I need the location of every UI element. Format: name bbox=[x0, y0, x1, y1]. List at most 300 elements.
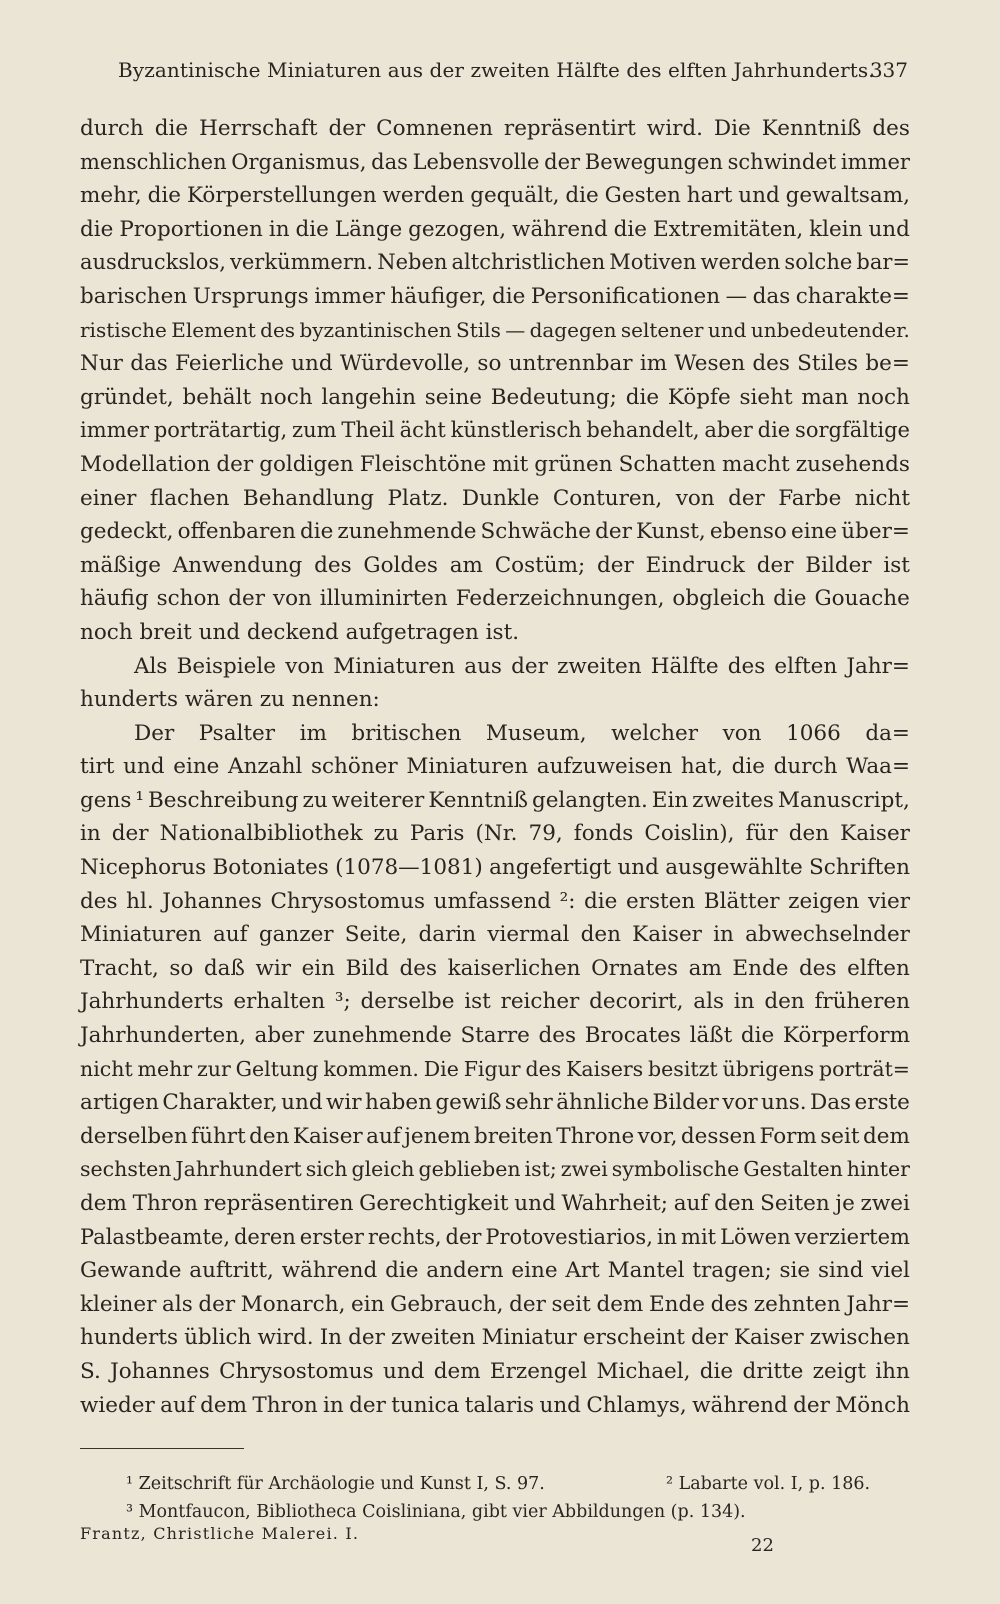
word: Jahrhunderts bbox=[80, 989, 224, 1015]
word: Gesten bbox=[604, 183, 681, 209]
word: der bbox=[595, 519, 632, 545]
word: hl. bbox=[126, 888, 154, 914]
word: Die bbox=[713, 116, 751, 141]
text-line bbox=[80, 817, 910, 851]
word: Art bbox=[565, 1258, 600, 1284]
word: für bbox=[745, 821, 778, 847]
word: byzantinischen bbox=[299, 317, 452, 342]
word: Der bbox=[134, 720, 175, 746]
word: Starre bbox=[460, 1023, 530, 1049]
text-line bbox=[80, 1389, 910, 1423]
word: des bbox=[399, 955, 437, 981]
word: Personificationen bbox=[530, 283, 721, 309]
word: ist bbox=[464, 989, 491, 1015]
word: zunehmende bbox=[312, 1023, 452, 1049]
word: die bbox=[295, 216, 329, 242]
word: Gebrauch, bbox=[390, 1291, 504, 1317]
word: Theil bbox=[341, 418, 395, 443]
word: Kunst, bbox=[635, 519, 706, 545]
word: Conturen, bbox=[552, 485, 663, 511]
word: repräsentirt bbox=[503, 116, 636, 141]
word: da= bbox=[865, 720, 910, 746]
word: zum bbox=[292, 418, 337, 443]
word: wird. bbox=[257, 1325, 314, 1351]
word: Löwen bbox=[720, 1224, 791, 1249]
word: Neben bbox=[377, 250, 448, 275]
word: Platz. bbox=[387, 485, 449, 511]
word: seine bbox=[424, 384, 482, 410]
text-line bbox=[80, 1355, 910, 1389]
text-line bbox=[80, 582, 910, 616]
word: Wahrheit; bbox=[561, 1191, 668, 1216]
word: sehr bbox=[504, 1090, 553, 1116]
word: schwindet bbox=[727, 149, 837, 174]
word: besitzt bbox=[648, 1056, 718, 1081]
word: die bbox=[757, 418, 791, 443]
word: decorirt, bbox=[589, 989, 684, 1015]
body-text bbox=[80, 112, 910, 1422]
word: dem bbox=[80, 1191, 127, 1216]
word: Eindruck bbox=[645, 552, 745, 578]
word: Ende bbox=[648, 1291, 705, 1317]
word: dessen bbox=[680, 1123, 757, 1149]
word: symbolische bbox=[611, 1157, 740, 1182]
word: Hälfte bbox=[650, 653, 719, 679]
text-line bbox=[80, 347, 910, 381]
word: der bbox=[509, 1291, 546, 1317]
word: zu bbox=[302, 787, 328, 813]
word: als bbox=[693, 989, 725, 1015]
word: zeigen bbox=[788, 888, 860, 914]
word: hinter bbox=[846, 1157, 910, 1182]
word: immer bbox=[840, 149, 910, 174]
word: sechsten bbox=[80, 1157, 172, 1182]
word: daß bbox=[203, 955, 245, 981]
word: Bild bbox=[345, 955, 389, 981]
word: Bedeutung; bbox=[490, 384, 617, 410]
text-line bbox=[80, 918, 910, 952]
text-line bbox=[80, 1086, 910, 1120]
word: ²: bbox=[559, 888, 576, 914]
text-line: hunderts wären zu nennen: bbox=[80, 687, 380, 713]
word: Museum, bbox=[485, 720, 587, 746]
word: den bbox=[788, 821, 830, 847]
word: in bbox=[80, 821, 101, 847]
word: Wesen bbox=[674, 351, 746, 377]
text-line bbox=[80, 146, 910, 180]
word: am bbox=[688, 955, 722, 981]
word: ein bbox=[301, 955, 336, 981]
word: langehin bbox=[321, 384, 416, 410]
word: die bbox=[80, 216, 114, 242]
word: hunderts bbox=[80, 1325, 178, 1351]
running-title: Byzantinische Miniaturen aus der zweiten Hälfte des elften Jahrhunderts. bbox=[118, 58, 875, 82]
word: des bbox=[314, 552, 352, 578]
word: zehnten bbox=[753, 1291, 841, 1317]
word: vor bbox=[722, 1090, 758, 1116]
word: Körperform bbox=[782, 1023, 910, 1049]
word: Erzengel bbox=[489, 1358, 588, 1384]
word: des bbox=[260, 317, 296, 342]
word: Johannes bbox=[162, 888, 262, 914]
word: Jahr= bbox=[846, 1291, 910, 1317]
word: Lebensvolle bbox=[412, 149, 540, 174]
word: Modellation bbox=[80, 451, 211, 477]
word: ganzer bbox=[258, 922, 334, 948]
word: zwei bbox=[860, 1191, 910, 1216]
text-line bbox=[80, 246, 910, 280]
word: kleiner bbox=[80, 1291, 157, 1317]
word: breiten bbox=[473, 1123, 553, 1149]
word: Dunkle bbox=[461, 485, 540, 511]
word: Miniatur bbox=[481, 1325, 577, 1351]
text-line bbox=[80, 952, 910, 986]
word: Gestalten bbox=[743, 1157, 843, 1182]
word: Mantel bbox=[607, 1258, 685, 1284]
word: seit bbox=[551, 1291, 591, 1317]
word: in bbox=[323, 1392, 344, 1418]
page-header bbox=[118, 58, 908, 92]
word: Kenntniß bbox=[428, 787, 528, 813]
word: Chrysostomus bbox=[270, 888, 426, 914]
word: die bbox=[584, 888, 618, 914]
word: der bbox=[728, 485, 765, 511]
word: ebenso bbox=[709, 519, 787, 545]
footnote-1: ¹ Zeitschrift für Archäologie und Kunst I, S. 97. bbox=[126, 1474, 545, 1494]
word: aus bbox=[464, 653, 502, 679]
word: umfassend bbox=[433, 888, 552, 914]
word: den bbox=[714, 1191, 755, 1216]
text-line bbox=[80, 1187, 910, 1221]
word: einer bbox=[80, 485, 137, 511]
text-line bbox=[80, 1221, 910, 1255]
word: mäßige bbox=[80, 552, 161, 578]
word: barischen bbox=[80, 283, 188, 309]
word: vier bbox=[867, 888, 910, 914]
word: ein bbox=[351, 1291, 385, 1317]
word: der bbox=[349, 1392, 386, 1418]
word: macht bbox=[721, 451, 790, 477]
word: Proportionen bbox=[119, 216, 263, 242]
word: Bilder bbox=[805, 552, 872, 578]
word: repräsentiren bbox=[203, 1191, 354, 1216]
word: des bbox=[710, 1291, 749, 1317]
word: Johannes bbox=[110, 1358, 210, 1384]
word: auf bbox=[366, 1123, 401, 1149]
word: die bbox=[491, 283, 526, 309]
word: und bbox=[617, 855, 659, 881]
word: Motiven bbox=[609, 250, 697, 275]
word: Geltung bbox=[235, 1056, 319, 1081]
word: Kaisers bbox=[566, 1056, 644, 1081]
word: gens bbox=[80, 787, 132, 813]
text-line bbox=[80, 414, 910, 448]
word: noch bbox=[857, 384, 910, 410]
text-line bbox=[80, 515, 910, 549]
word: elften bbox=[847, 955, 910, 981]
word: und bbox=[868, 216, 910, 242]
word: Organismus, bbox=[231, 149, 367, 174]
word: der bbox=[691, 1325, 728, 1351]
word: viermal bbox=[487, 922, 570, 948]
word: der bbox=[216, 451, 254, 477]
printer-signature: Frantz, Christliche Malerei. I. bbox=[80, 1524, 360, 1543]
word: mit bbox=[492, 451, 529, 477]
word: Kaiser bbox=[840, 821, 910, 847]
word: gezogen, bbox=[408, 216, 507, 242]
word: so bbox=[169, 955, 194, 981]
word: eine bbox=[511, 1258, 558, 1284]
word: elften bbox=[774, 653, 838, 679]
word: gewiß bbox=[435, 1090, 502, 1116]
word: noch bbox=[259, 384, 313, 410]
word: im bbox=[299, 720, 327, 746]
sheet-number: 22 bbox=[751, 1535, 774, 1556]
word: des bbox=[752, 351, 790, 377]
footnotes bbox=[80, 1470, 910, 1526]
word: mit bbox=[681, 1224, 717, 1249]
word: Als bbox=[134, 653, 168, 679]
word: über= bbox=[841, 519, 910, 545]
word: Thron bbox=[252, 1392, 318, 1418]
word: Ursprungs bbox=[192, 283, 309, 309]
word: bar= bbox=[856, 250, 910, 275]
word: der bbox=[597, 552, 634, 578]
word: Herrschaft bbox=[199, 116, 318, 141]
word: dem bbox=[596, 1291, 644, 1317]
word: flachen bbox=[149, 485, 230, 511]
word: in bbox=[713, 922, 734, 948]
word: wir bbox=[326, 1090, 362, 1116]
word: Palastbeamte, bbox=[80, 1224, 231, 1249]
word: die bbox=[147, 183, 182, 209]
text-line bbox=[80, 1019, 910, 1053]
word: porträt= bbox=[819, 1056, 910, 1081]
word: Ornates bbox=[591, 955, 679, 981]
word: erster bbox=[299, 1224, 364, 1249]
word: Ende bbox=[732, 955, 789, 981]
word: sind bbox=[817, 1258, 864, 1284]
word: den bbox=[580, 922, 621, 948]
word: kommen. bbox=[323, 1056, 419, 1081]
word: Mönch bbox=[835, 1392, 910, 1418]
word: andern bbox=[426, 1258, 504, 1284]
word: die bbox=[699, 1358, 734, 1384]
text-line bbox=[80, 179, 910, 213]
word: sorgfältige bbox=[795, 418, 910, 443]
word: Die bbox=[423, 1056, 459, 1081]
word: erscheint bbox=[582, 1325, 685, 1351]
word: uns. bbox=[761, 1090, 807, 1116]
word: Paris bbox=[409, 821, 465, 847]
word: Nicephorus bbox=[80, 855, 207, 881]
word: und bbox=[738, 183, 780, 209]
text-line: noch breit und deckend aufgetragen ist. bbox=[80, 619, 520, 645]
word: erhalten bbox=[233, 989, 326, 1015]
word: grünen bbox=[534, 451, 613, 477]
word: Tracht, bbox=[80, 955, 159, 981]
word: ³; bbox=[334, 989, 351, 1015]
word: die bbox=[625, 384, 660, 410]
word: dem bbox=[433, 1358, 481, 1384]
word: während bbox=[281, 1258, 378, 1284]
word: führt bbox=[191, 1123, 246, 1149]
word: jenem bbox=[404, 1123, 471, 1149]
word: ristische bbox=[80, 317, 167, 342]
word: verziertem bbox=[794, 1224, 910, 1249]
word: behält bbox=[182, 384, 252, 410]
word: das bbox=[371, 149, 408, 174]
word: viel bbox=[871, 1258, 910, 1284]
text-line bbox=[80, 213, 910, 247]
text-line bbox=[80, 1153, 910, 1187]
word: Goldes bbox=[363, 552, 438, 578]
word: die bbox=[613, 216, 648, 242]
word: gleich bbox=[351, 1157, 415, 1182]
word: Charakter, bbox=[162, 1090, 278, 1116]
word: auf bbox=[160, 1392, 195, 1418]
word: Köpfe bbox=[667, 384, 731, 410]
word: wir bbox=[255, 955, 291, 981]
word: Coislin), bbox=[644, 821, 735, 847]
word: durch bbox=[80, 116, 144, 141]
word: und bbox=[707, 317, 747, 342]
text-line bbox=[80, 985, 910, 1019]
word: Nur bbox=[80, 351, 123, 377]
word: der bbox=[544, 149, 581, 174]
word: und bbox=[123, 754, 165, 780]
word: In bbox=[319, 1325, 343, 1351]
word: zweiten bbox=[390, 1325, 476, 1351]
word: Länge bbox=[334, 216, 403, 242]
word: tirt bbox=[80, 754, 115, 780]
word: immer bbox=[314, 283, 385, 309]
text-line bbox=[80, 280, 910, 314]
word: auf bbox=[673, 1191, 709, 1216]
word: darin bbox=[418, 922, 477, 948]
word: Würdevolle, bbox=[339, 351, 471, 377]
word: der bbox=[198, 1291, 236, 1317]
word: Fleischtöne bbox=[359, 451, 487, 477]
word: in bbox=[656, 1224, 678, 1249]
word: S. bbox=[80, 1358, 101, 1384]
word: tunica bbox=[391, 1392, 460, 1418]
word: Körperstellungen bbox=[186, 183, 377, 209]
word: gedeckt, bbox=[80, 519, 174, 545]
word: die bbox=[299, 519, 334, 545]
word: ¹ bbox=[135, 787, 144, 813]
word: derselbe bbox=[360, 989, 455, 1015]
word: des bbox=[80, 888, 118, 914]
word: unbedeutender. bbox=[750, 317, 910, 342]
footnote-2: ² Labarte vol. I, p. 186. bbox=[666, 1474, 871, 1494]
text-line bbox=[80, 650, 910, 684]
word: angefertigt bbox=[489, 855, 612, 881]
word: als bbox=[162, 1291, 193, 1317]
word: zusehends bbox=[795, 451, 910, 477]
word: der bbox=[111, 821, 149, 847]
word: aber bbox=[704, 418, 753, 443]
word: mehr bbox=[137, 1056, 193, 1081]
word: behandelt, bbox=[586, 418, 700, 443]
word: untrennbar bbox=[508, 351, 633, 377]
word: artigen bbox=[80, 1090, 159, 1116]
text-line bbox=[80, 482, 910, 516]
word: Miniaturen bbox=[406, 754, 529, 780]
word: menschlichen bbox=[80, 149, 227, 174]
word: Costüm; bbox=[494, 552, 586, 578]
word: des bbox=[525, 1056, 562, 1081]
word: und bbox=[382, 1358, 425, 1384]
word: ersten bbox=[625, 888, 696, 914]
word: eine bbox=[173, 754, 220, 780]
word: Thron bbox=[132, 1191, 198, 1216]
word: Schwäche bbox=[480, 519, 591, 545]
word: Psalter bbox=[198, 720, 276, 746]
word: mehr, bbox=[80, 183, 142, 209]
word: Seiten bbox=[760, 1191, 830, 1216]
word: in bbox=[268, 216, 290, 242]
word: häufig bbox=[80, 586, 149, 612]
text-line bbox=[80, 314, 910, 348]
word: so bbox=[477, 351, 502, 377]
word: (Nr. bbox=[475, 821, 518, 847]
word: illuminirten bbox=[319, 586, 448, 612]
word: goldigen bbox=[259, 451, 354, 477]
word: haben bbox=[364, 1090, 432, 1116]
word: im bbox=[639, 351, 668, 377]
word: erste bbox=[854, 1090, 910, 1116]
word: Feierliche bbox=[175, 351, 284, 377]
word: Brocates bbox=[584, 1023, 681, 1049]
word: Blätter bbox=[703, 888, 780, 914]
word: Gouache bbox=[814, 586, 910, 612]
word: ausgewählte bbox=[665, 855, 803, 881]
word: Beschreibung bbox=[147, 787, 299, 813]
text-line bbox=[80, 1120, 910, 1154]
word: Ein bbox=[651, 787, 689, 813]
word: ächt bbox=[399, 418, 446, 443]
word: charakte= bbox=[795, 283, 910, 309]
word: der bbox=[328, 116, 366, 141]
word: kaiserlichen bbox=[447, 955, 581, 981]
word: ihn bbox=[875, 1358, 910, 1384]
word: seltener bbox=[620, 317, 704, 342]
word: fonds bbox=[573, 821, 634, 847]
text-line bbox=[80, 549, 910, 583]
text-line bbox=[80, 1321, 910, 1355]
word: ist bbox=[883, 552, 910, 578]
word: talaris bbox=[464, 1392, 535, 1418]
word: ausdruckslos, bbox=[80, 250, 226, 275]
word: Beispiele bbox=[176, 653, 277, 679]
word: Anzahl bbox=[228, 754, 303, 780]
word: Chrysostomus bbox=[219, 1358, 374, 1384]
word: Manuscript, bbox=[777, 787, 910, 813]
word: gelangten. bbox=[531, 787, 648, 813]
word: zwei bbox=[560, 1157, 608, 1182]
word: zwischen bbox=[809, 1325, 910, 1351]
word: auftritt, bbox=[189, 1258, 274, 1284]
footnote-divider bbox=[80, 1448, 244, 1449]
word: werden bbox=[700, 250, 781, 275]
word: des bbox=[538, 1023, 577, 1049]
text-line bbox=[80, 381, 910, 415]
word: nicht bbox=[80, 1056, 133, 1081]
word: die bbox=[565, 183, 599, 209]
word: der bbox=[228, 586, 265, 612]
word: man bbox=[801, 384, 849, 410]
